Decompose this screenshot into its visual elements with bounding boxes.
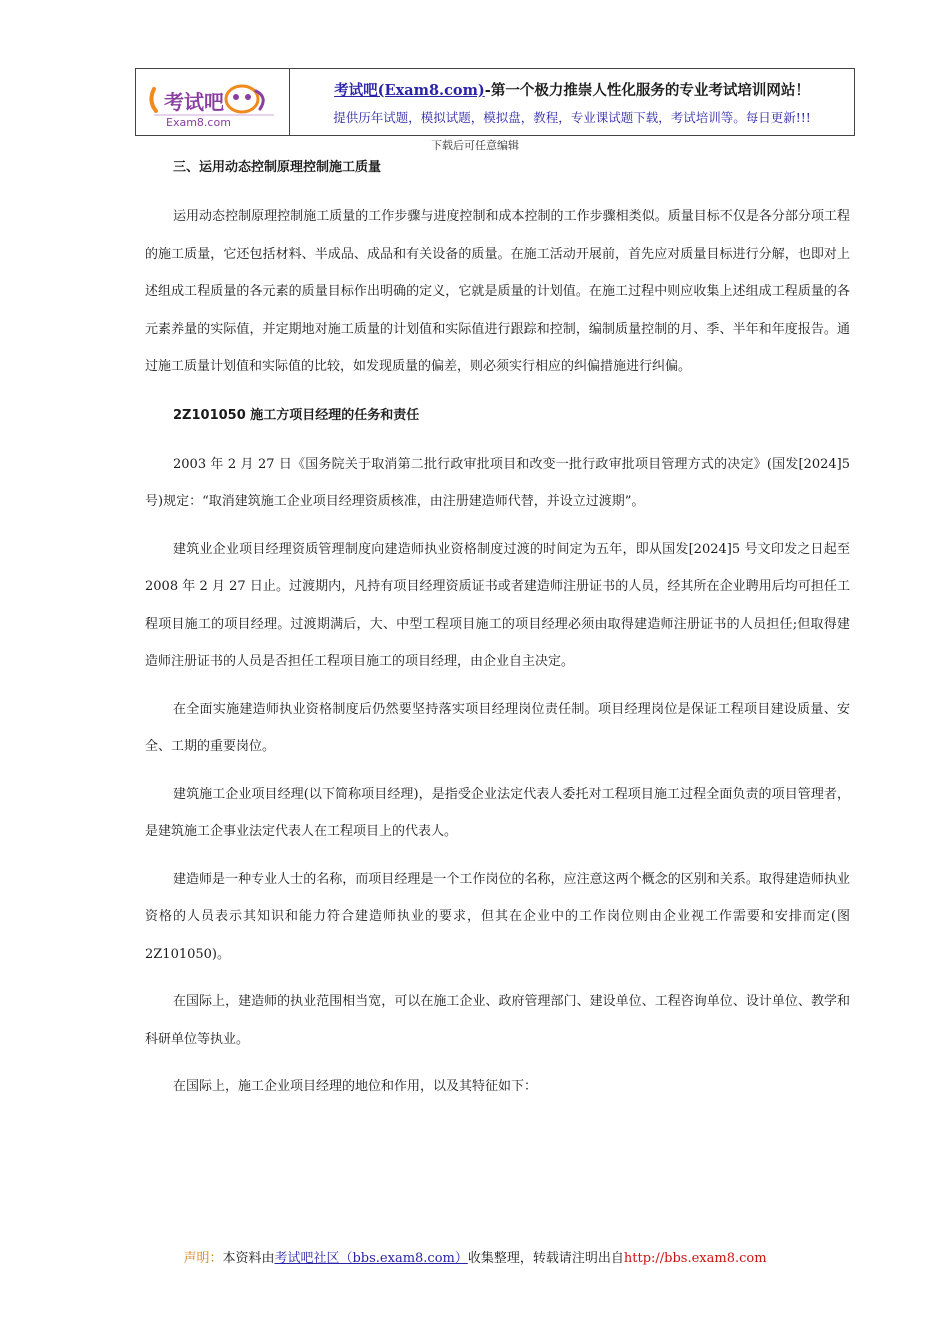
site-link[interactable]: 考试吧(Exam8.com) (334, 81, 485, 99)
header-title (334, 79, 810, 100)
footer-text-2: 收集整理，转载请注明出自 (467, 1251, 624, 1266)
header-text (290, 69, 854, 135)
header-banner (135, 68, 855, 136)
paragraph-transition: 建筑业企业项目经理资质管理制度向建造师执业资格制度过渡的时间定为五年，即从国发[2024]5 号文印发之日起至 2008 年 2 月 27 日止。过渡期内，凡持有项目经理资质证书或者建造师注册证书的人员，经其所在企业聘用后均可担任工程项目施工的项目经理。过渡期满后，大、中型工程项目施工的项目经理必须由取得建造师注册证书的人员担任;但取得建造师注册证书的人员是否担任工程项目施工的项目经理，由企业自主决定。 (145, 541, 850, 669)
paragraph-quality-control: 运用动态控制原理控制施工质量的工作步骤与进度控制和成本控制的工作步骤相类似。质量目标不仅是各分部分项工程的施工质量，它还包括材料、半成品、成品和有关设备的质量。在施工活动开展前，首先应对质量目标进行分解，也即对上述组成工程质量的各元素的质量目标作出明确的定义，它就是质量的计划值。在施工过程中则应收集上述组成工程质量的各元素养量的实际值，并定期地对施工质量的计划值和实际值进行跟踪和控制，编制质量控制的月、季、半年和年度报告。通过施工质量计划值和实际值的比较，如发现质量的偏差，则必须实行相应的纠偏措施进行纠偏。 (145, 209, 850, 374)
footer-url[interactable]: http://bbs.exam8.com (623, 1251, 767, 1266)
exam8-logo[interactable] (146, 75, 280, 131)
footer-label: 声明： (183, 1251, 223, 1266)
paragraph-international-scope: 在国际上，建造师的执业范围相当宽，可以在施工企业、政府管理部门、建设单位、工程咨询单位、设计单位、教学和科研单位等执业。 (145, 994, 850, 1047)
logo-en-text: Exam8.com (166, 116, 231, 129)
logo-cn-text: 考试吧 (164, 90, 224, 114)
section-heading-2z101050: 2Z101050 施工方项目经理的任务和责任 (173, 407, 420, 423)
section-title: 三、运用动态控制原理控制施工质量 (173, 160, 382, 175)
footer-community-link[interactable]: 考试吧社区（bbs.exam8.com） (274, 1251, 468, 1266)
footer-text-1: 本资料由 (222, 1251, 275, 1266)
footer-notice (0, 1247, 950, 1266)
paragraph-responsibility: 在全面实施建造师执业资格制度后仍然要坚持落实项目经理岗位责任制。项目经理岗位是保证工程项目建设质量、安全、工期的重要岗位。 (145, 701, 850, 754)
paragraph-decree: 2003 年 2 月 27 日《国务院关于取消第二批行政审批项目和改变一批行政审批项目管理方式的决定》(国发[2024]5 号)规定：“取消建筑施工企业项目经理资质核准，由注册建造师代替，并设立过渡期”。 (145, 456, 850, 509)
header-title-rest: -第一个极力推崇人性化服务的专业考试培训网站！ (484, 81, 810, 99)
paragraph-builder-vs-pm: 建造师是一种专业人士的名称，而项目经理是一个工作岗位的名称，应注意这两个概念的区别和关系。取得建造师执业资格的人员表示其知识和能力符合建造师执业的要求，但其在企业中的工作岗位则由企业视工作需要和安排而定(图 2Z101050)。 (145, 871, 850, 962)
document-body (145, 150, 850, 1106)
paragraph-pm-definition: 建筑施工企业项目经理(以下简称项目经理)，是指受企业法定代表人委托对工程项目施工过程全面负责的项目管理者，是建筑施工企事业法定代表人在工程项目上的代表人。 (145, 786, 850, 839)
edit-note: 下载后可任意编辑 (431, 139, 519, 152)
logo-cell (136, 69, 290, 135)
paragraph-international-role: 在国际上，施工企业项目经理的地位和作用，以及其特征如下： (173, 1079, 538, 1094)
header-subtitle: 提供历年试题，模拟试题，模拟盘，教程，专业课试题下载，考试培训等。每日更新!!! (333, 109, 811, 125)
